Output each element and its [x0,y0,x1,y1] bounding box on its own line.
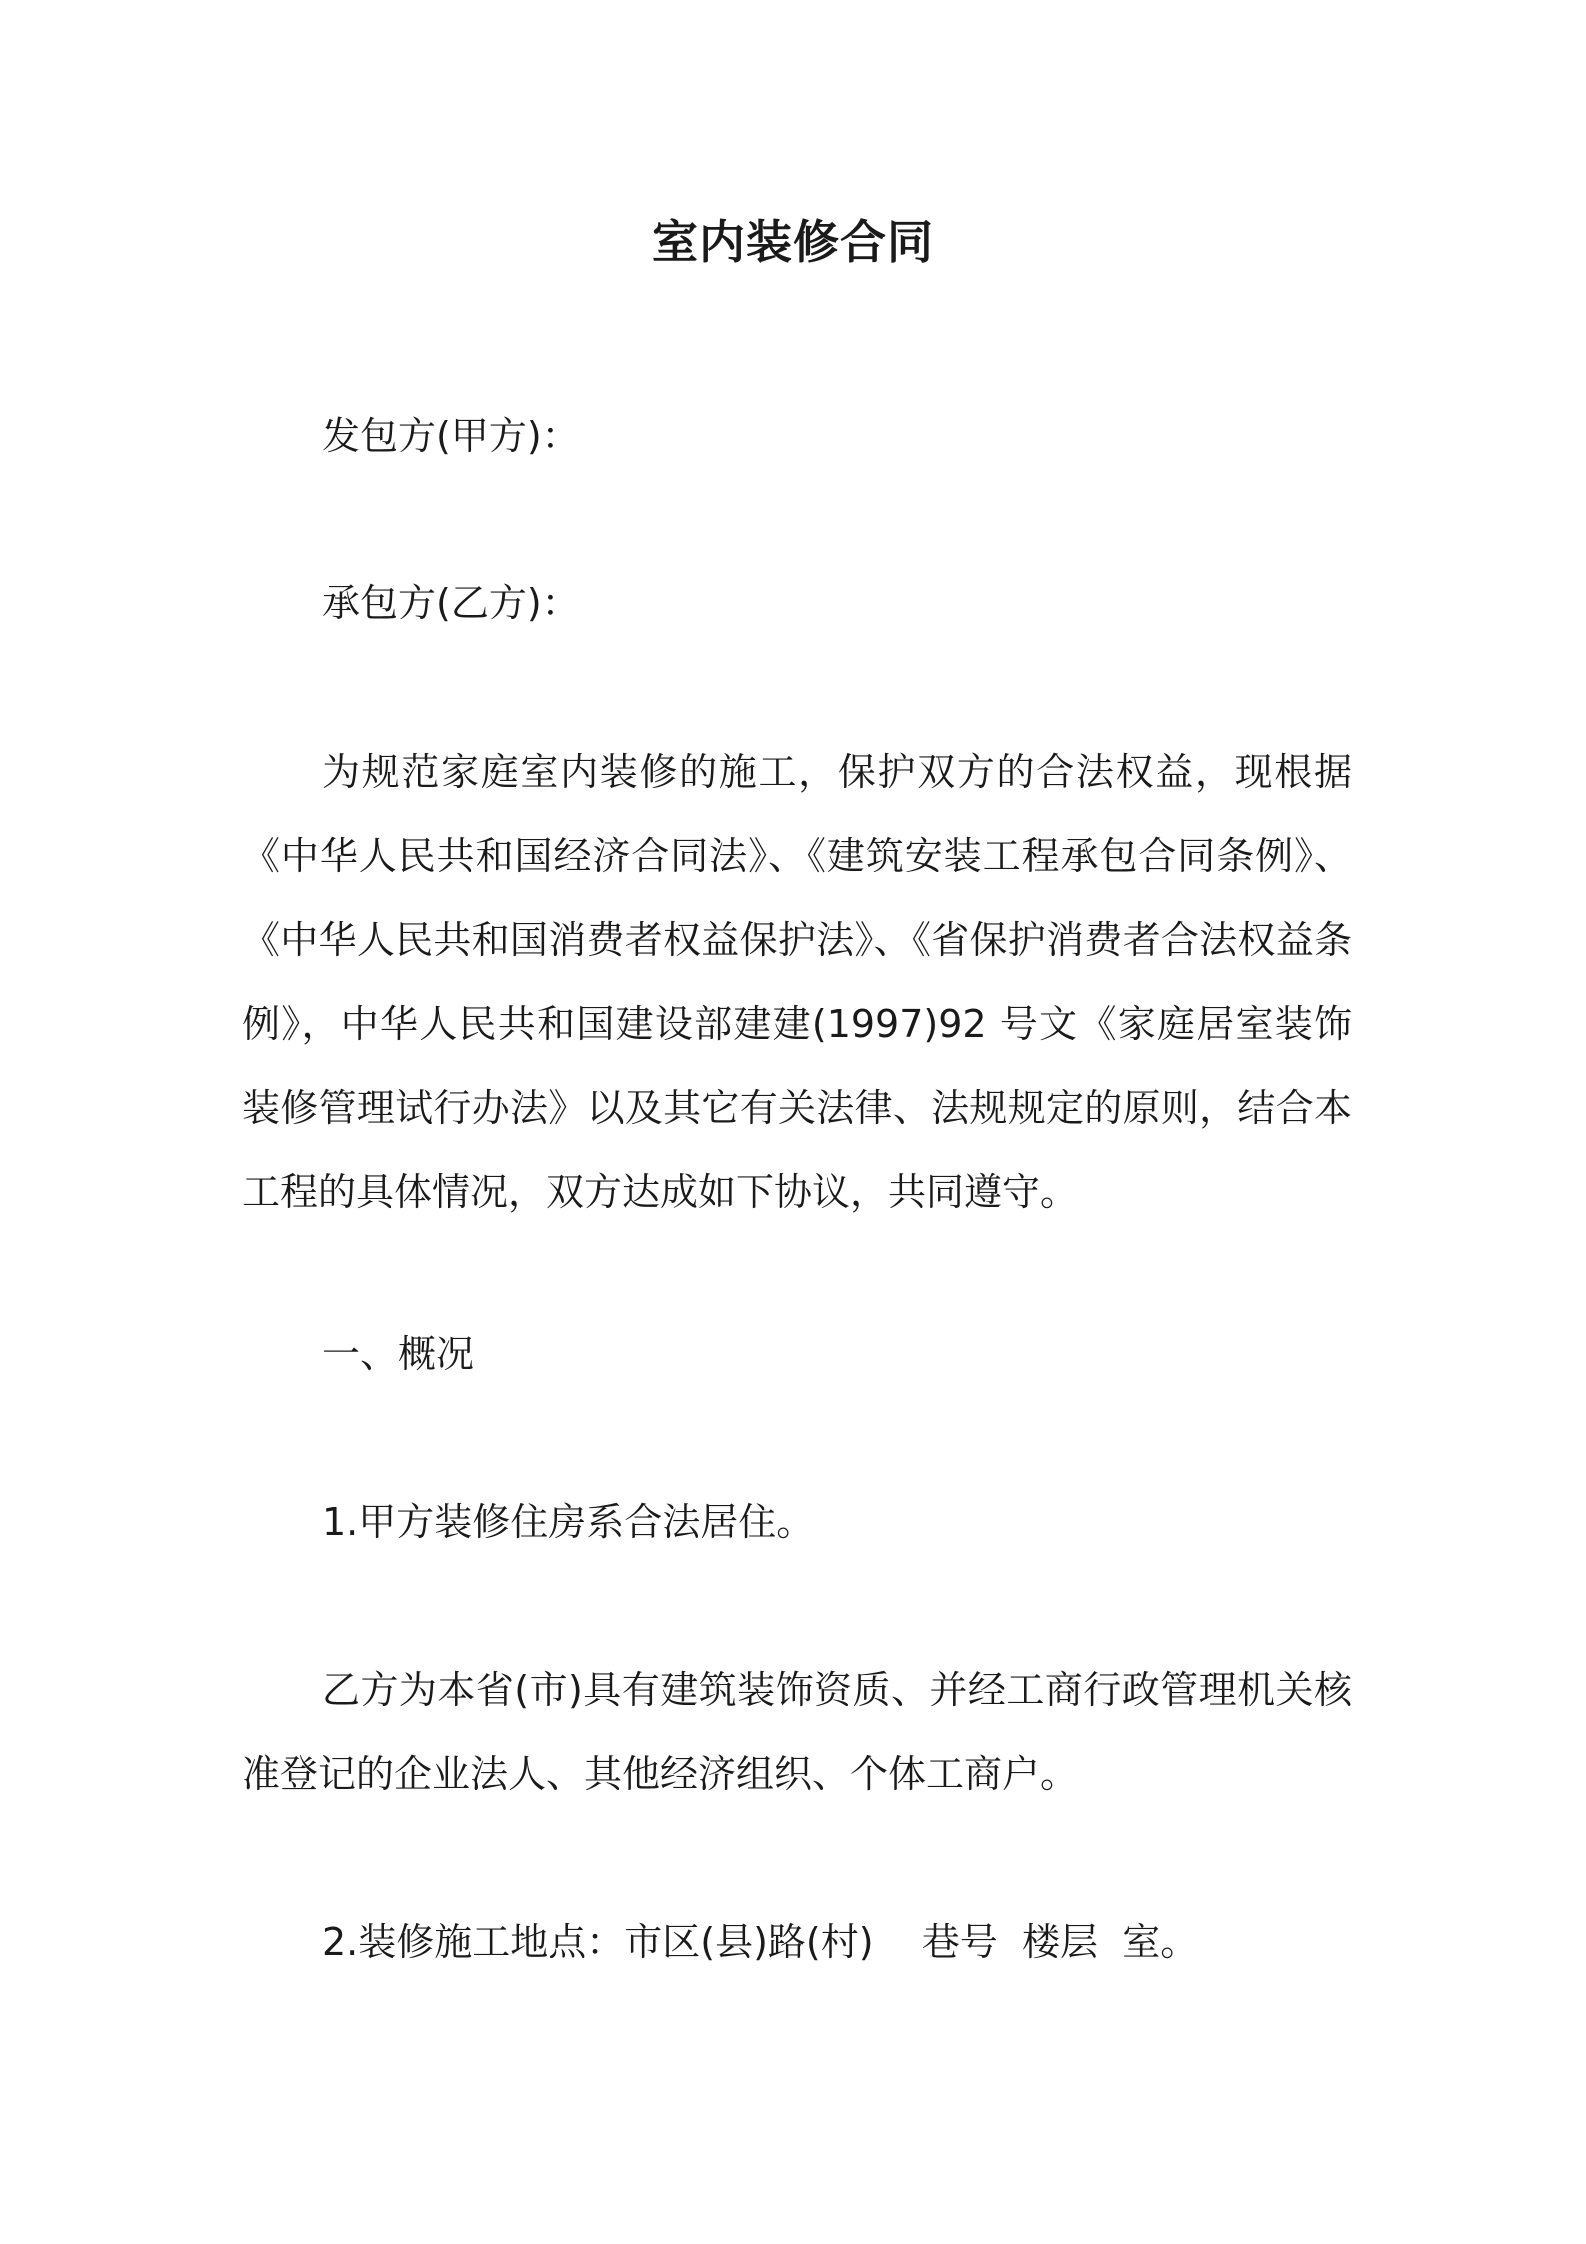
clause-item-1: 1.甲方装修住房系合法居住。 [322,1500,815,1544]
party-b-label: 承包方(乙方)： [322,581,580,625]
intro-paragraph: 为规范家庭室内装修的施工，保护双方的合法权益，现根据《中华人民共和国经济合同法》、《建筑安装工程承包合同条例》、《中华人民共和国消费者权益保护法》、《省保护消费者合法权益条例》，中华人民共和国建设部建建(1997)92 号文《家庭居室装饰装修管理试行办法》以及其它有关法律、法规规定的原则，结合本工程的具体情况，双方达成如下协议，共同遵守。 [242,750,1352,1214]
section-heading-overview: 一、概况 [322,1332,475,1376]
party-b-qualification-paragraph: 乙方为本省(市)具有建筑装饰资质、并经工商行政管理机关核准登记的企业法人、其他经济组织、个体工商户。 [242,1668,1352,1796]
clause-item-2: 2.装修施工地点：市区(县)路(村) 巷号 楼层 室。 [322,1920,1199,1964]
document-title: 室内装修合同 [652,215,934,269]
party-a-label: 发包方(甲方)： [322,414,580,458]
